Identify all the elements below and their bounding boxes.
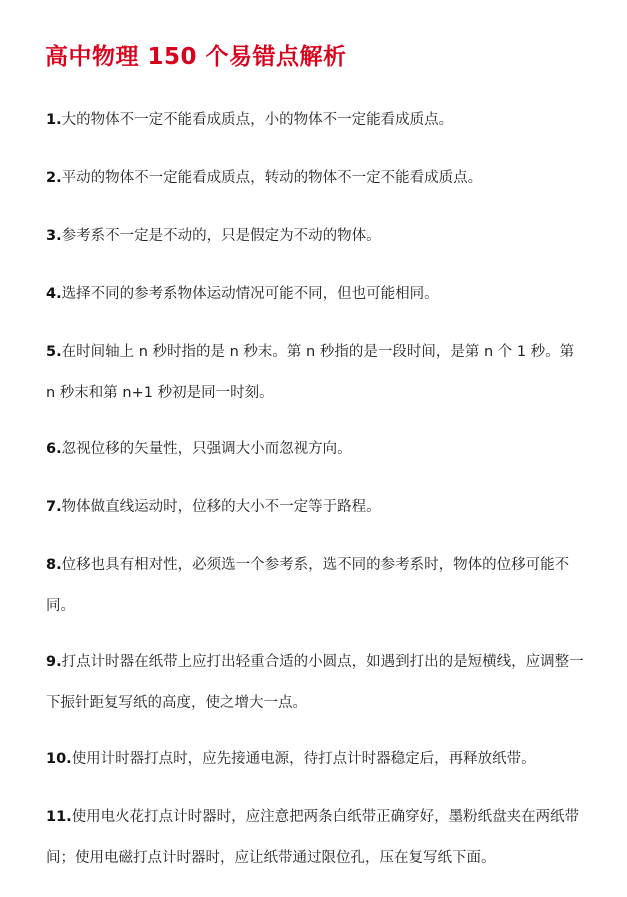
item-number: 10.	[46, 751, 72, 767]
list-item	[46, 332, 586, 414]
item-number: 1.	[46, 112, 62, 128]
list-item	[46, 216, 586, 257]
list-item	[46, 100, 586, 141]
item-text: 平动的物体不一定能看成质点，转动的物体不一定不能看成质点。	[61, 170, 483, 186]
item-text: 物体做直线运动时，位移的大小不一定等于路程。	[61, 499, 381, 515]
list-item	[46, 797, 586, 879]
item-text: 在时间轴上 n 秒时指的是 n 秒末。第 n 秒指的是一段时间，是第 n 个 1 秒。第 n 秒末和第 n+1 秒初是同一时刻。	[46, 344, 575, 401]
item-text: 使用计时器打点时，应先接通电源，待打点计时器稳定后，再释放纸带。	[71, 751, 536, 767]
item-number: 6.	[46, 441, 62, 457]
list-item	[46, 739, 586, 780]
item-text: 大的物体不一定不能看成质点，小的物体不一定能看成质点。	[61, 112, 454, 128]
item-text: 位移也具有相对性，必须选一个参考系，选不同的参考系时，物体的位移可能不同。	[46, 557, 570, 614]
document-title: 高中物理 150 个易错点解析	[45, 44, 347, 70]
item-number: 3.	[46, 228, 62, 244]
item-number: 8.	[46, 557, 62, 573]
list-item	[46, 429, 586, 470]
item-text: 参考系不一定是不动的，只是假定为不动的物体。	[61, 228, 381, 244]
list-item	[46, 642, 586, 724]
item-number: 9.	[46, 654, 62, 670]
item-text: 使用电火花打点计时器时，应注意把两条白纸带正确穿好，墨粉纸盘夹在两纸带间；使用电磁打点计时器时，应让纸带通过限位孔，压在复写纸下面。	[46, 809, 580, 866]
item-number: 11.	[46, 809, 72, 825]
list-item	[46, 158, 586, 199]
item-number: 7.	[46, 499, 62, 515]
item-text: 打点计时器在纸带上应打出轻重合适的小圆点，如遇到打出的是短横线，应调整一下振针距复写纸的高度，使之增大一点。	[46, 654, 584, 711]
item-number: 2.	[46, 170, 62, 186]
list-item	[46, 274, 586, 315]
item-number: 4.	[46, 286, 62, 302]
item-number: 5.	[46, 344, 62, 360]
item-text: 选择不同的参考系物体运动情况可能不同，但也可能相同。	[61, 286, 439, 302]
list-item	[46, 545, 586, 627]
list-item	[46, 487, 586, 528]
item-text: 忽视位移的矢量性，只强调大小而忽视方向。	[61, 441, 352, 457]
